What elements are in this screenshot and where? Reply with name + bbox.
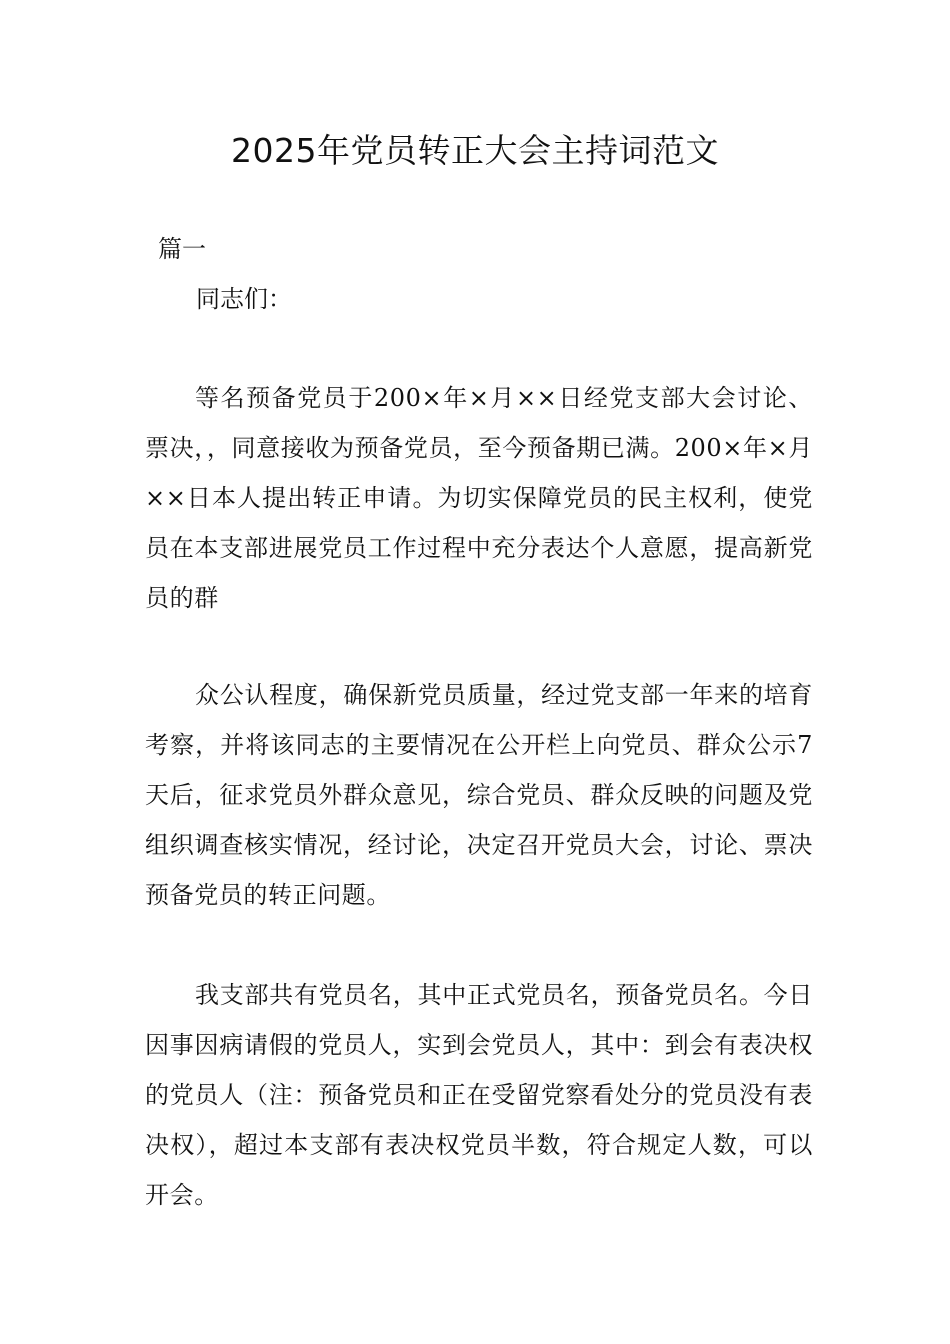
body-paragraph-2: 众公认程度，确保新党员质量，经过党支部一年来的培育考察，并将该同志的主要情况在公开栏上向党员、群众公示7天后，征求党员外群众意见，综合党员、群众反映的问题及党组织调查核实情况，经讨论，决定召开党员大会，讨论、票决预备党员的转正问题。 (145, 681, 813, 909)
section-label: 篇一 (158, 235, 206, 263)
salutation: 同志们： (196, 285, 292, 313)
document-title: 2025年党员转正大会主持词范文 (231, 131, 719, 170)
body-paragraph-1: 等名预备党员于200×年×月××日经党支部大会讨论、票决，，同意接收为预备党员，至今预备期已满。200×年×月××日本人提出转正申请。为切实保障党员的民主权利，使党员在本支部进展党员工作过程中充分表达个人意愿，提高新党员的群 (145, 384, 813, 612)
body-paragraph-3: 我支部共有党员名，其中正式党员名，预备党员名。今日因事因病请假的党员人，实到会党员人，其中：到会有表决权的党员人（注：预备党员和正在受留党察看处分的党员没有表决权），超过本支部有表决权党员半数，符合规定人数，可以开会。 (145, 981, 813, 1209)
